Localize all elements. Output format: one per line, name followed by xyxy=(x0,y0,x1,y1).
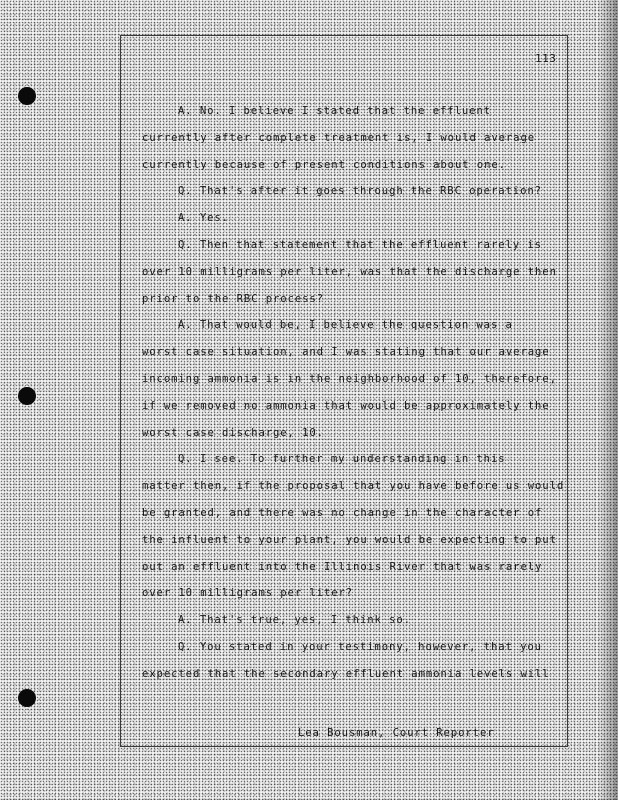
transcript-line: A. That would be, I believe the question was a xyxy=(178,319,513,332)
transcript-line: out an effluent into the Illinois River that was rarely xyxy=(142,560,543,573)
transcript-line: worst case discharge, 10. xyxy=(142,426,324,439)
transcript-line: currently because of present conditions about one. xyxy=(142,158,506,171)
transcript-line: Q. You stated in your testimony, however, that you xyxy=(178,640,542,653)
transcript-line: if we removed no ammonia that would be approximately the xyxy=(142,399,550,412)
page-edge-shadow xyxy=(598,0,618,800)
transcript-line: worst case situation, and I was stating that our average xyxy=(142,346,550,359)
transcript-line: over 10 milligrams per liter? xyxy=(142,587,354,600)
transcript-line: be granted, and there was no change in the character of xyxy=(142,506,543,519)
court-reporter-signature: Lea Bousman, Court Reporter xyxy=(298,727,495,739)
binder-hole-bottom xyxy=(18,689,36,707)
transcript-line: expected that the secondary effluent ammonia levels will xyxy=(142,667,550,680)
transcript-line: A. That's true, yes, I think so. xyxy=(178,614,411,627)
transcript-line: currently after complete treatment is, I would average xyxy=(142,131,536,144)
page-number: 113 xyxy=(535,52,557,65)
transcript-line: Q. I see. To further my understanding in this xyxy=(178,453,506,466)
transcript-body xyxy=(142,98,572,688)
transcript-line: A. Yes. xyxy=(178,212,229,225)
transcript-line: matter then, if the proposal that you have before us would xyxy=(142,480,565,493)
binder-hole-middle xyxy=(18,387,36,405)
transcript-line: over 10 milligrams per liter, was that the discharge then xyxy=(142,265,557,278)
binder-hole-top xyxy=(18,87,36,105)
transcript-line: prior to the RBC process? xyxy=(142,292,324,305)
transcript-line: incoming ammonia is in the neighborhood of 10, therefore, xyxy=(142,372,557,385)
transcript-line: the influent to your plant, you would be expecting to put xyxy=(142,533,557,546)
transcript-line: Q. That's after it goes through the RBC operation? xyxy=(178,185,542,198)
transcript-line: Q. Then that statement that the effluent rarely is xyxy=(178,238,542,251)
transcript-line: A. No. I believe I stated that the effluent xyxy=(178,105,491,117)
